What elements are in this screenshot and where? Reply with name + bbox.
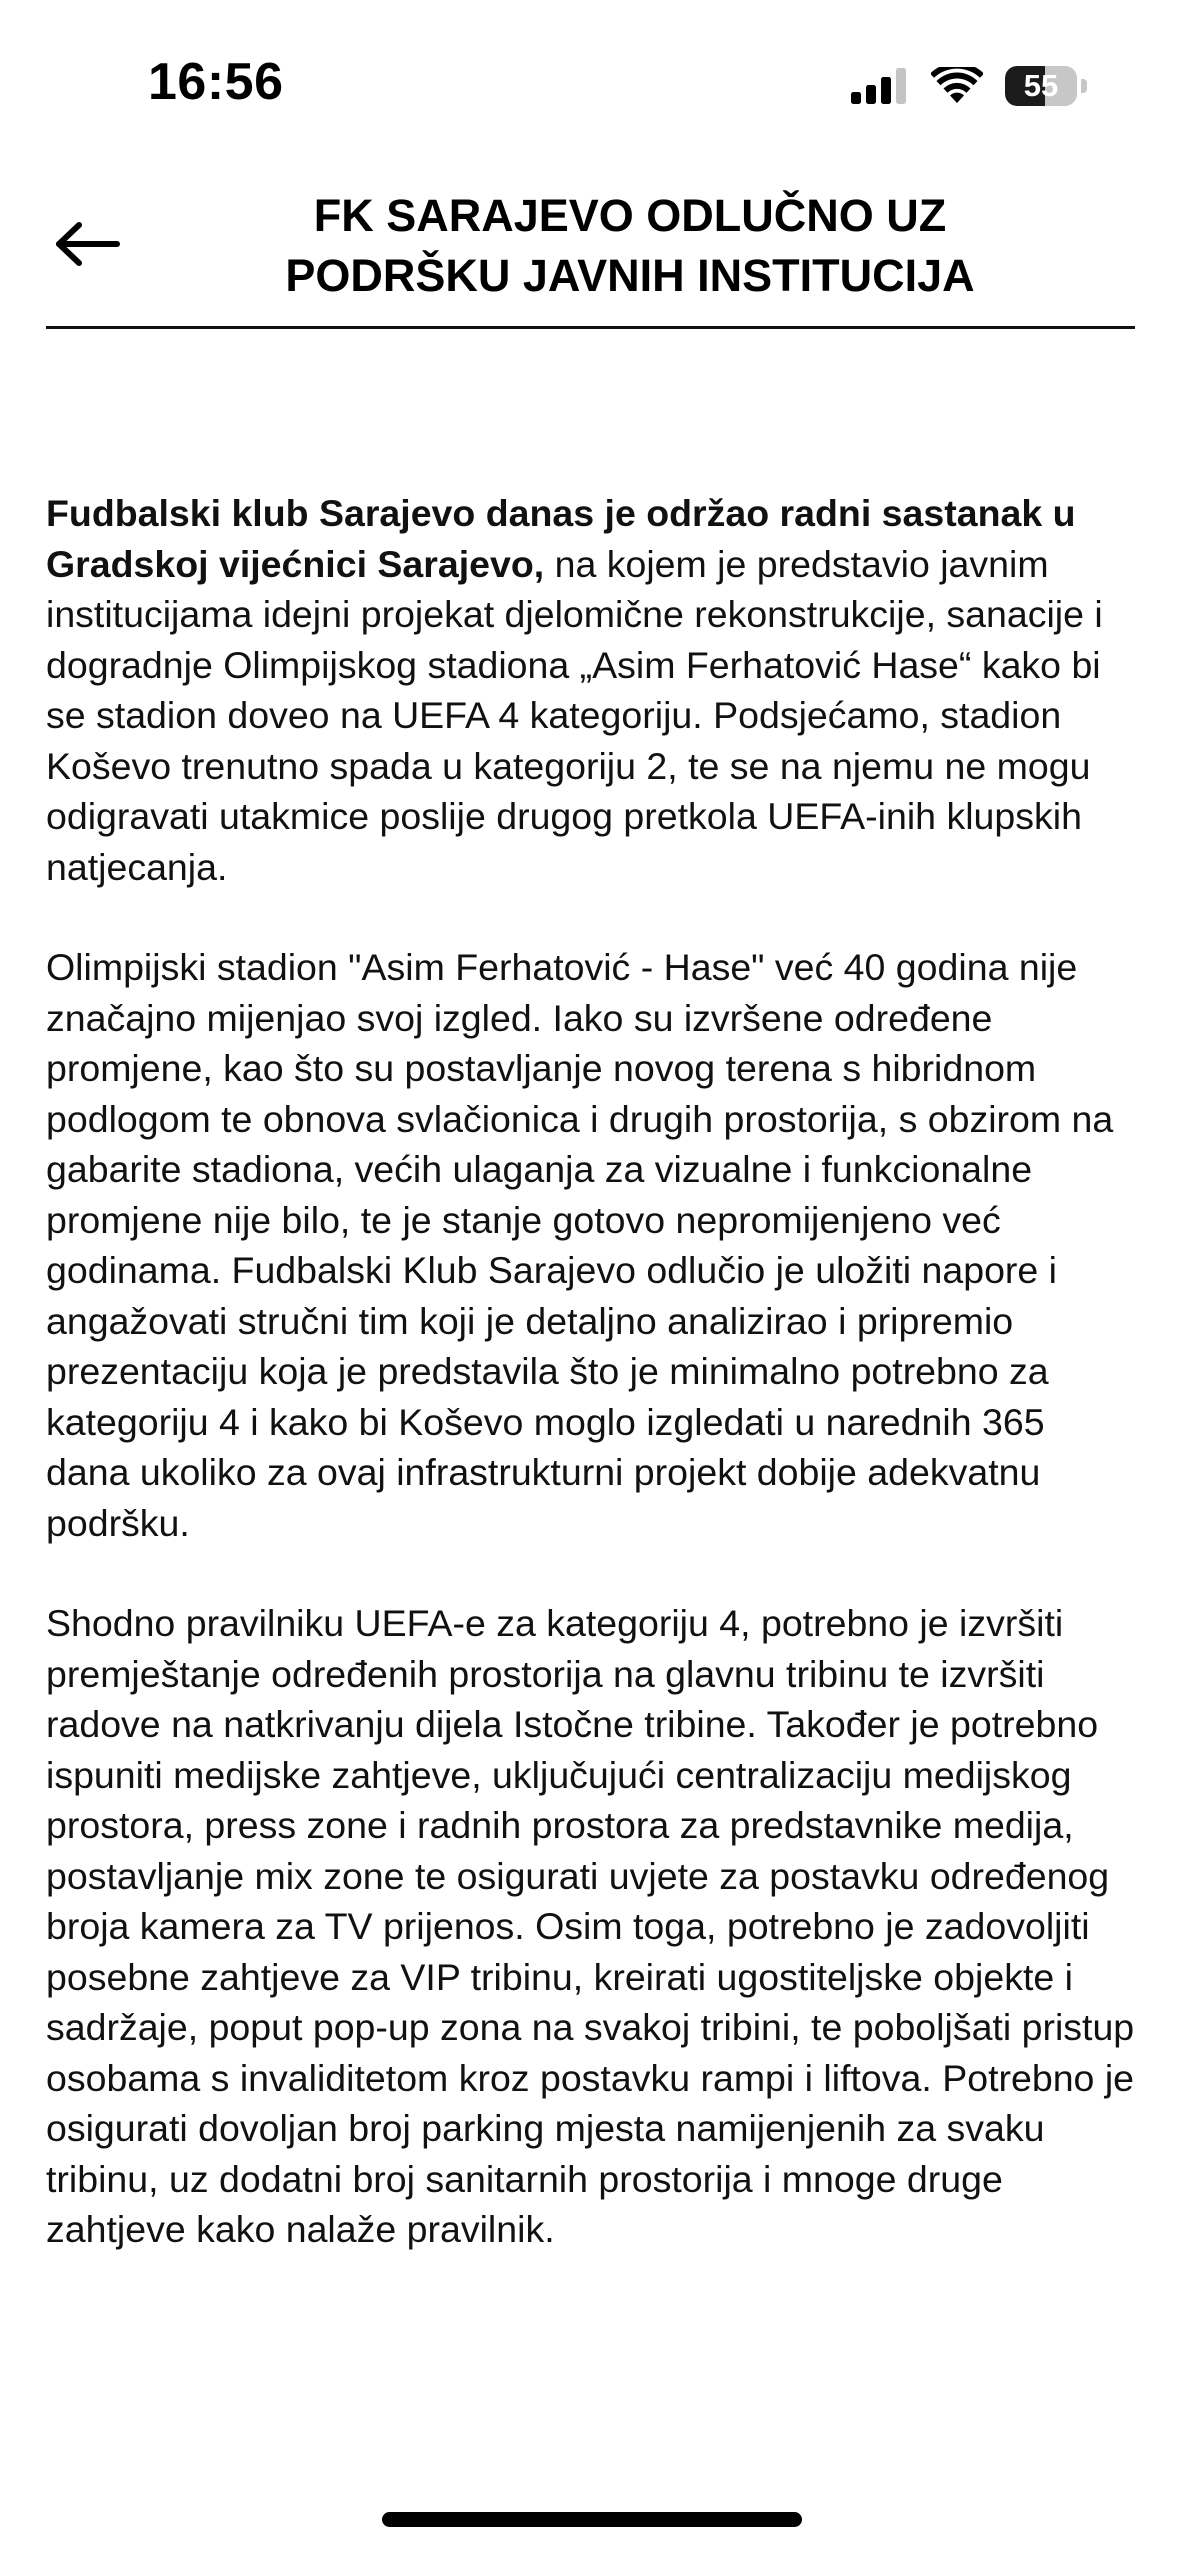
back-button[interactable] xyxy=(46,202,130,286)
cellular-signal-icon xyxy=(851,68,909,104)
battery-cap xyxy=(1081,79,1087,93)
home-indicator[interactable] xyxy=(382,2512,802,2527)
article-body xyxy=(46,488,1136,2305)
wifi-icon xyxy=(931,67,983,105)
page-title: FK SARAJEVO ODLUČNO UZ PODRŠKU JAVNIH INSTITUCIJA xyxy=(285,190,975,301)
article-header xyxy=(0,150,1179,328)
article-paragraph-2: Olimpijski stadion "Asim Ferhatović - Hase" već 40 godina nije značajno mijenjao svoj izgled. Iako su izvršene određene promjene, kao što su postavljanje novog terena s hibridnom podlogom te obnova svlačionica i drugih prostorija, s obzirom na gabarite stadiona, većih ulaganja za vizualne i funkcionalne promjene nije bilo, te je stanje gotovo nepromijenjeno već godinama. Fudbalski Klub Sarajevo odlučio je uložiti napore i angažovati stručni tim koji je detaljno analizirao i pripremio prezentaciju koja je predstavila što je minimalno potrebno za kategoriju 4 i kako bi Koševo moglo izgledati u narednih 365 dana ukoliko za ovaj infrastrukturni projekt dobije adekvatnu podršku. xyxy=(46,946,1114,1544)
article-lead-bold: Fudbalski klub Sarajevo danas je održao radni sastanak u Gradskoj vijećnici Sarajevo, xyxy=(46,492,1076,585)
status-bar xyxy=(0,0,1179,150)
arrow-left-icon xyxy=(55,221,121,267)
article-paragraph-3: Shodno pravilniku UEFA-e za kategoriju 4, potrebno je izvršiti premještanje određenih prostorija na glavnu tribinu te izvršiti radove na natkrivanju dijela Istočne tribine. Također je potrebno ispuniti medijske zahtjeve, uključujući centralizaciju medijskog prostora, press zone i radnih prostora za predstavnike medija, postavljanje mix zone te osigurati uvjete za postavku određenog broja kamera za TV prijenos. Osim toga, potrebno je zadovoljiti posebne zahtjeve za VIP tribinu, kreirati ugostiteljske objekte i sadržaje, poput pop-up zona na svakoj tribini, te poboljšati pristup osobama s invaliditetom kroz postavku rampi i liftova. Potrebno je osigurati dovoljan broj parking mjesta namijenjenih za svaku tribinu, uz dodatni broj sanitarnih prostorija i mnoge druge zahtjeve kako nalaže pravilnik. xyxy=(46,1602,1135,2250)
article-paragraph-1 xyxy=(46,488,1136,892)
status-time: 16:56 xyxy=(148,53,284,111)
header-divider xyxy=(46,326,1135,329)
battery-percent-label: 55 xyxy=(1023,68,1059,103)
article-paragraph-1-text: na kojem je predstavio javnim institucijama idejni projekat djelomične rekonstrukcije, sanacije i dogradnje Olimpijskog stadiona „Asim Ferhatović Hase“ kako bi se stadion doveo na UEFA 4 kategoriju. Podsjećamo, stadion Koševo trenutno spada u kategoriju 2, te se na njemu ne mogu odigravati utakmice poslije drugog pretkola UEFA-inih klupskih natjecanja. xyxy=(46,542,1103,888)
battery-body xyxy=(1005,66,1077,106)
battery-icon xyxy=(1005,66,1087,106)
status-icons xyxy=(851,66,1087,106)
